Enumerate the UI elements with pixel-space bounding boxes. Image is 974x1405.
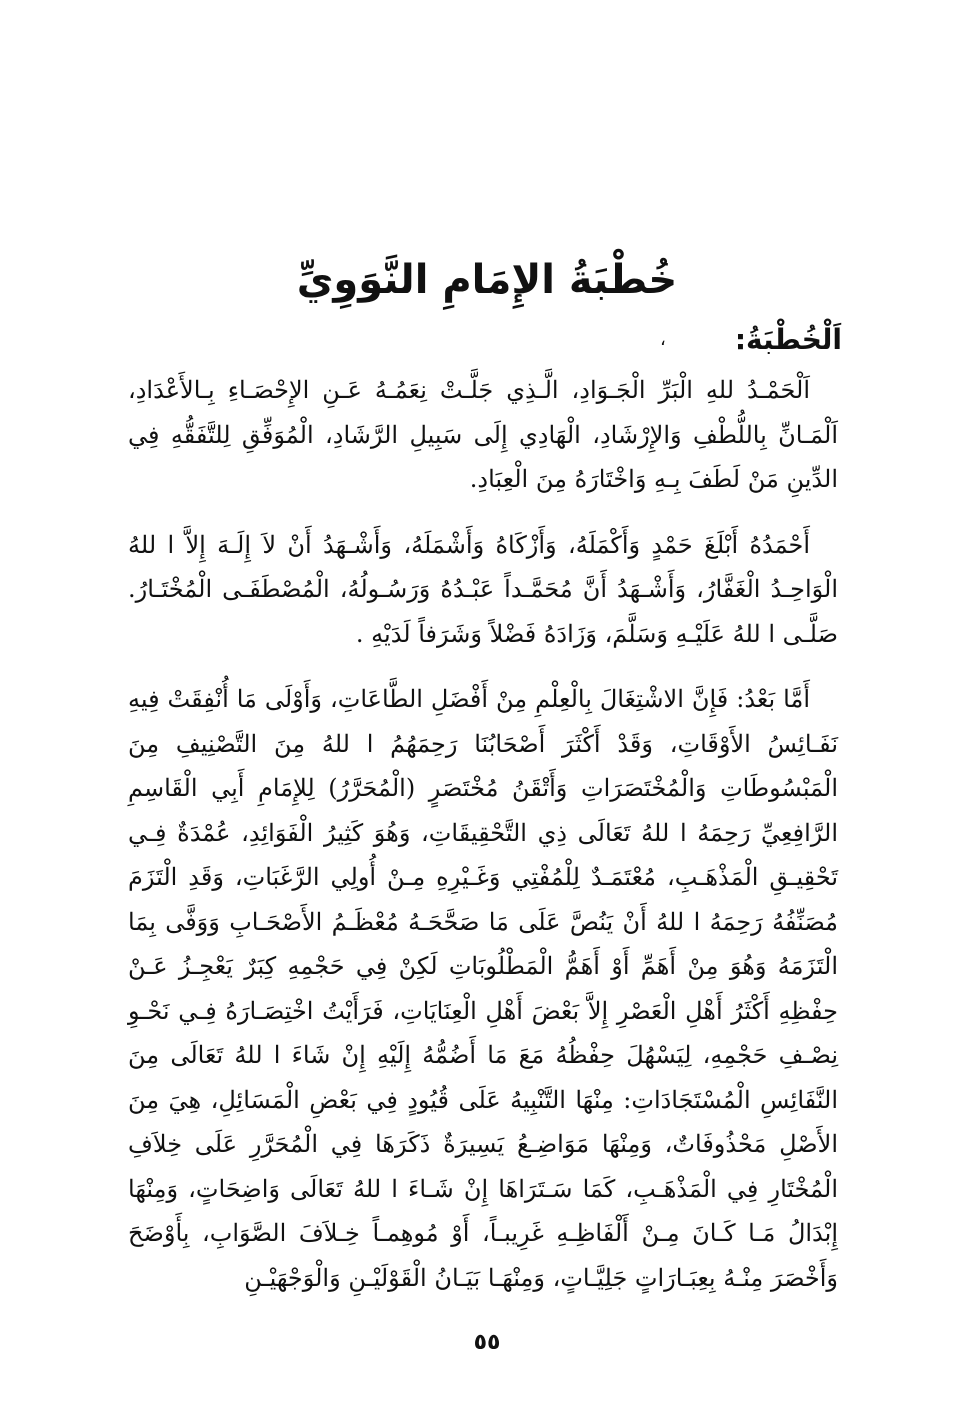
page-number: ٥٥ [473, 1330, 501, 1355]
stray-mark: ، [660, 329, 666, 350]
paragraph-praise: اَلْحَمْـدُ للهِ الْبَرِّ الْجَـوَادِ، الَّـذِي جَلَّـتْ نِعَمُـهُ عَـنِ الإِحْصَـاءِ بِـالأَعْدَادِ، اَلْمَـانِّ بِاللُّطْفِ وَالإِرْشَادِ، الْهَادِي إِلَى سَبِيلِ الرَّشَادِ، الْمُوَفِّقِ لِلتَّفَقُّهِ فِي الدِّينِ مَنْ لَطَفَ بِـهِ وَاخْتَارَهُ مِنَ الْعِبَادِ. [128, 376, 838, 493]
body-text [128, 368, 838, 1321]
paragraph-main: أَمَّا بَعْدُ: فَإِنَّ الاشْتِغَالَ بِالْعِلْمِ مِنْ أَفْضَلِ الطَّاعَاتِ، وَأَوْلَى مَا أُنْفِقَتْ فِيهِ نَفَـائِسُ الأَوْقَاتِ، وَقَدْ أَكْثَرَ أَصْحَابُنَا رَحِمَهُمُ ا للهُ مِنَ التَّصْنِيفِ مِنَ الْمَبْسُوطَاتِ وَالْمُخْتَصَرَاتِ وَأَتْقَنُ مُخْتَصَرٍ (الْمُحَرَّرُ) لِلإِمَامِ أَبِي الْقَاسِمِ الرَّافِعِيِّ رَحِمَهُ ا للهُ تَعَالَى ذِي التَّحْقِيقَاتِ، وَهُوَ كَثِيرُ الْفَوَائِدِ، عُمْدَةٌ فِـي تَحْقِيـقِ الْمَذْهَـبِ، مُعْتَمَـدٌ لِلْمُفْتِي وَغَـيْرِهِ مِـنْ أُولِي الرَّغَبَاتِ، وَقَدِ الْتَزَمَ مُصَنِّفُهُ رَحِمَهُ ا للهُ أَنْ يَنُصَّ عَلَى مَا صَحَّحَـهُ مُعْظَـمُ الأَصْحَـابِ وَوَفَّى بِمَا الْتَزَمَهُ وَهُوَ مِنْ أَهَمِّ أَوْ أَهَمُّ الْمَطْلُوبَاتِ لَكِنْ فِي حَجْمِهِ كِبَرٌ يَعْجِـزُ عَـنْ حِفْظِهِ أَكْثَرُ أَهْلِ الْعَصْرِ إِلاَّ بَعْضَ أَهْلِ الْعِنَايَاتِ، فَرَأَيْتُ اخْتِصَـارَهُ فِـي نَحْـوِ نِصْـفِ حَجْمِهِ، لِيَسْهُلَ حِفْظُهُ مَعَ مَا أَضُمُّهُ إِلَيْهِ إِنْ شَاءَ ا للهُ تَعَالَى مِنَ النَّفَائِسِ الْمُسْتَجَادَاتِ: مِنْهَا التَّنْبِيهُ عَلَى قُيُودٍ فِي بَعْضِ الْمَسَائِلِ، هِيَ مِنَ الأَصْلِ مَحْذُوفَاتٌ، وَمِنْهَا مَوَاضِـعُ يَسِيرَةٌ ذَكَرَهَا فِي الْمُحَرَّرِ عَلَى خِلاَفِ الْمُخْتَارِ فِي الْمَذْهَـبِ، كَمَا سَـتَرَاهَا إِنْ شَـاءَ ا للهُ تَعَالَى وَاضِحَاتٍ، وَمِنْهَا إِبْدَالُ مَـا كَـانَ مِـنْ أَلْفَاظِـهِ غَرِيبـاً، أَوْ مُوهِمـاً خِـلاَفَ الصَّوَابِ، بِأَوْضَحَ وَأَخْصَرَ مِنْـهُ بِعِبَـارَاتٍ جَلِيَّـاتٍ، وَمِنْهَـا بَيَـانُ الْقَوْلَيْـنِ وَالْوَجْهَيْـنِ [128, 685, 839, 1292]
paragraph-testimony: أَحْمَدُهُ أَبْلَغَ حَمْدٍ وَأَكْمَلَهُ، وَأَزْكَاهُ وَأَشْمَلَهُ، وَأَشْـهَدُ أَنْ لاَ إِلَـهَ إِلاَّ ا للهُ الْوَاحِـدُ الْغَفَّارُ، وَأَشْـهَدُ أَنَّ مُحَمَّـداً عَبْـدُهُ وَرَسُـولُهُ، الْمُصْطَفَـى الْمُخْتَـارُ. صَلَّـى ا للهُ عَلَيْـهِ وَسَلَّمَ، وَزَادَهُ فَضْلاً وَشَرَفاً لَدَيْهِ . [128, 530, 838, 648]
section-heading: اَلْخُطْبَةُ: [734, 323, 842, 356]
page-title: خُطْبَةُ الإِمَامِ النَّوَوِيِّ [296, 257, 678, 303]
